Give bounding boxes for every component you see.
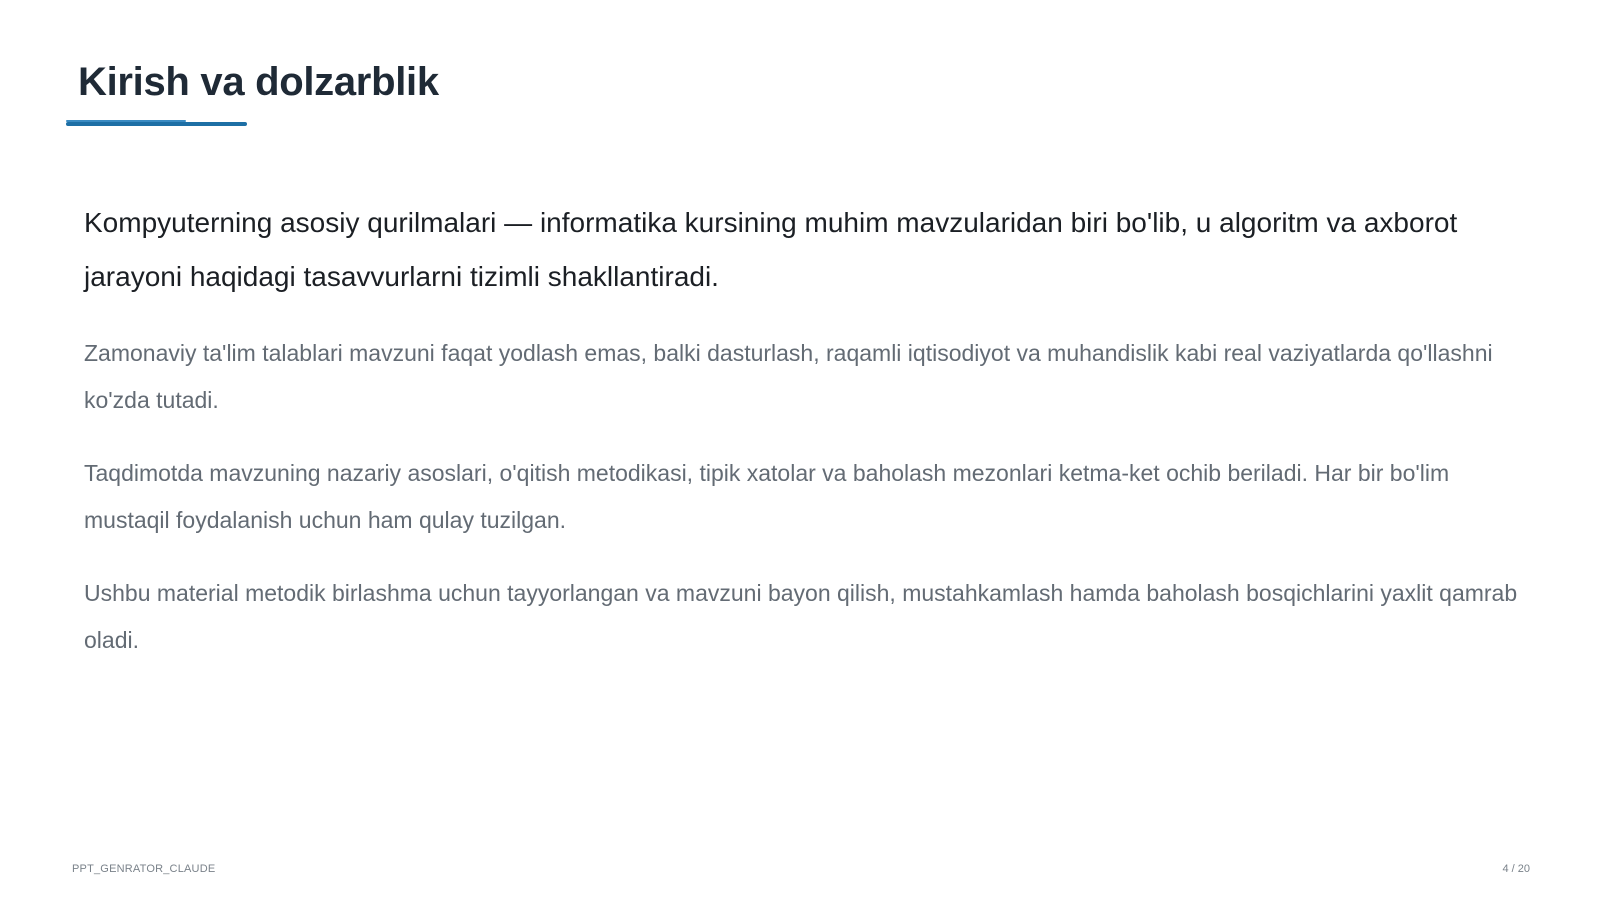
title-underline-accent [66,120,186,122]
slide-title: Kirish va dolzarblik [78,60,439,104]
slide-body [84,196,1524,690]
body-paragraph-3: Ushbu material metodik birlashma uchun tayyorlangan va mavzuni bayon qilish, mustahkamlash hamda baholash bosqichlarini yaxlit qamrab oladi. [84,580,1518,653]
body-paragraph-1: Zamonaviy ta'lim talablari mavzuni faqat yodlash emas, balki dasturlash, raqamli iqtisodiyot va muhandislik kabi real vaziyatlarda qo'llashni ko'zda tutadi. [84,340,1493,413]
title-underline [66,122,247,126]
body-paragraph-2: Taqdimotda mavzuning nazariy asoslari, o'qitish metodikasi, tipik xatolar va baholash mezonlari ketma-ket ochib beriladi. Har bir bo'lim mustaqil foydalanish uchun ham qulay tuzilgan. [84,460,1450,533]
footer-source: PPT_GENRATOR_CLAUDE [72,863,216,875]
page-number: 4 / 20 [1502,863,1530,875]
lead-paragraph: Kompyuterning asosiy qurilmalari — informatika kursining muhim mavzularidan biri bo'lib, u algoritm va axborot jarayoni haqidagi tasavvurlarni tizimli shakllantiradi. [84,207,1458,292]
